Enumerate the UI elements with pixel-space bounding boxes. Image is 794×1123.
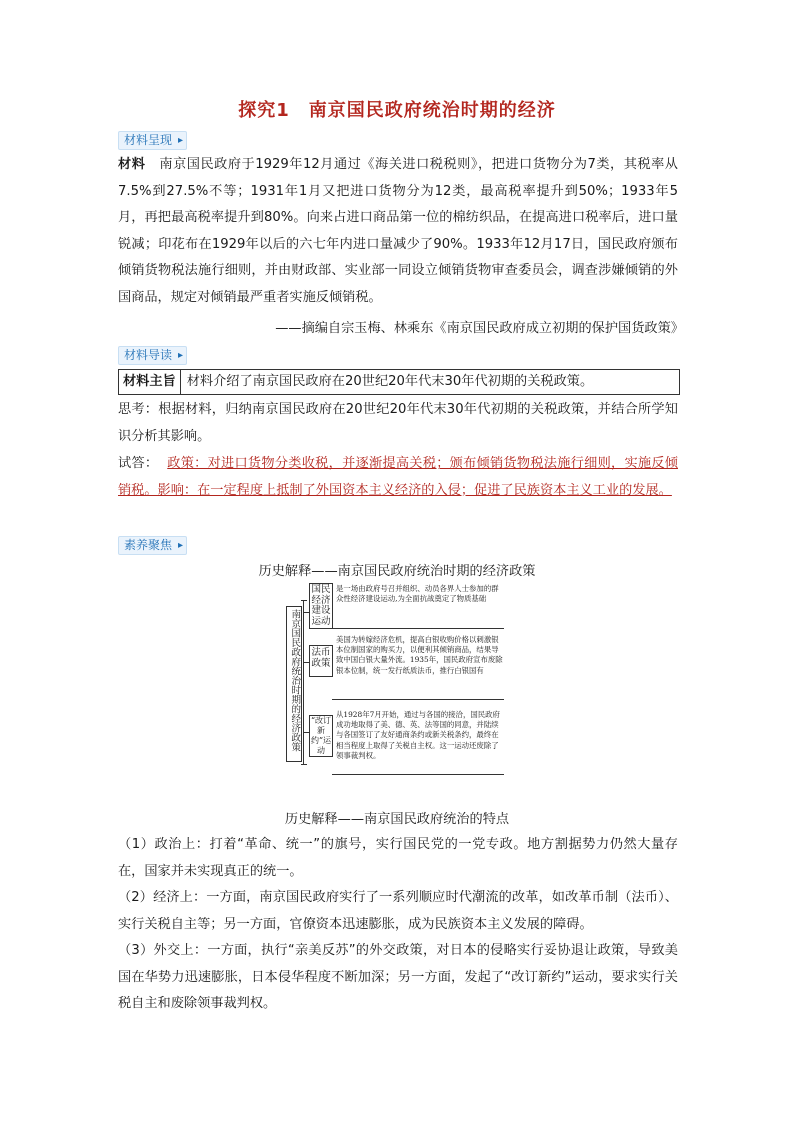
diagram-brace [303, 600, 304, 764]
question-text: 思考：根据材料，归纳南京国民政府在20世纪20年代末30年代初期的关税政策，并结合所学知识分析其影响。 [118, 402, 678, 444]
page-title: 探究1 南京国民政府统治时期的经济 [238, 100, 556, 121]
branch-underline-1 [332, 628, 504, 629]
diagram-brace-bottom [301, 764, 307, 765]
diagram-root [286, 606, 302, 762]
diagram-root-label: 南京国民政府统治时期的经济政策 [289, 609, 301, 752]
feature-item-diplomatic: （3）外交上：一方面，执行“亲美反苏”的外交政策，对日本的侵略实行妥协退让政策，导致美国在华势力迅速膨胀，日本侵华程度不断加深；另一方面，发起了“改订新约”运动，要求实行关税自主和废除领事裁判权。 [118, 943, 678, 1011]
branch-underline-3 [332, 774, 504, 775]
material-source: ——摘编自宗玉梅、林乘东《南京国民政府成立初期的保护国货政策》 [275, 321, 684, 336]
policy-diagram [284, 580, 514, 780]
tag-literacy: 素养聚焦 ▸ [118, 536, 187, 555]
branch-desc-1: 是一场由政府号召并组织、动员各界人士参加的群众性经济建设运动,为全面抗战奠定了物质基础 [336, 584, 499, 604]
key-point-label: 材料主旨 [119, 370, 181, 394]
answer-label: 试答： [118, 456, 159, 471]
branch-node-3 [309, 715, 333, 757]
material-lead: 材料 [118, 157, 146, 172]
features-list [118, 832, 678, 1018]
tag-material: 材料呈现 ▸ [118, 131, 187, 150]
branch-desc-2: 美国为转嫁经济危机，提高白银收购价格以刺激银本位制国家的购买力，以便利其倾销商品，结果导致中国白银大量外流。1935年，国民政府宣布废除银本位制，统一发行纸质法币，推行白银国有 [336, 635, 503, 675]
diagram-title: 历史解释——南京国民政府统治时期的经济政策 [258, 564, 536, 579]
key-point-value: 材料介绍了南京国民政府在20世纪20年代末30年代初期的关税政策。 [186, 374, 594, 389]
answer-paragraph [118, 451, 678, 504]
feature-item-political: （1）政治上：打着“革命、统一”的旗号，实行国民党的一党专政。地方割据势力仍然大量存在，国家并未实现真正的统一。 [118, 837, 678, 879]
branch-node-2-label: 法币政策 [311, 647, 331, 669]
branch-node-3-label: “改订新约”运动 [310, 716, 332, 755]
branch-desc-3: 从1928年7月开始，通过与各国的接洽，国民政府成功地取得了美、德、英、法等国的同意，并陆续与各国签订了友好通商条约或新关税条约，最终在相当程度上取得了关税自主权。这一运动还废除了领事裁判权。 [336, 710, 500, 760]
features-title: 历史解释——南京国民政府统治的特点 [284, 812, 510, 827]
material-paragraph [118, 152, 678, 311]
key-point-box [118, 369, 680, 395]
branch-node-1 [309, 583, 333, 629]
feature-item-economic: （2）经济上：一方面，南京国民政府实行了一系列顺应时代潮流的改革，如改革币制（法币）、实行关税自主等；另一方面，官僚资本迅速膨胀，成为民族资本主义发展的障碍。 [118, 890, 678, 932]
material-text: 南京国民政府于1929年12月通过《海关进口税税则》，把进口货物分为7类，其税率从7.5%到27.5%不等；1931年1月又把进口货物分为12类，最高税率提升到50%；1933年5月，再把最高税率提升到80%。向来占进口商品第一位的棉纺织品，在提高进口税率后，进口量锐减；印花布在1929年以后的六七年内进口量减少了90%。1933年12月17日，国民政府颁布倾销货物税法施行细则，并由财政部、实业部一同设立倾销货物审查委员会，调查涉嫌倾销的外国商品，规定对倾销最严重者实施反倾销税。 [118, 157, 678, 305]
answer-text: 政策：对进口货物分类收税，并逐渐提高关税；颁布倾销货物税法施行细则，实施反倾销税。影响：在一定程度上抵制了外国资本主义经济的入侵；促进了民族资本主义工业的发展。 [118, 456, 678, 498]
branch-node-1-label: 国民经济建设运动 [311, 584, 331, 627]
branch-underline-2 [332, 699, 504, 700]
tag-guide: 材料导读 ▸ [118, 346, 187, 365]
branch-node-2 [309, 645, 333, 677]
diagram-brace-top [301, 600, 307, 601]
